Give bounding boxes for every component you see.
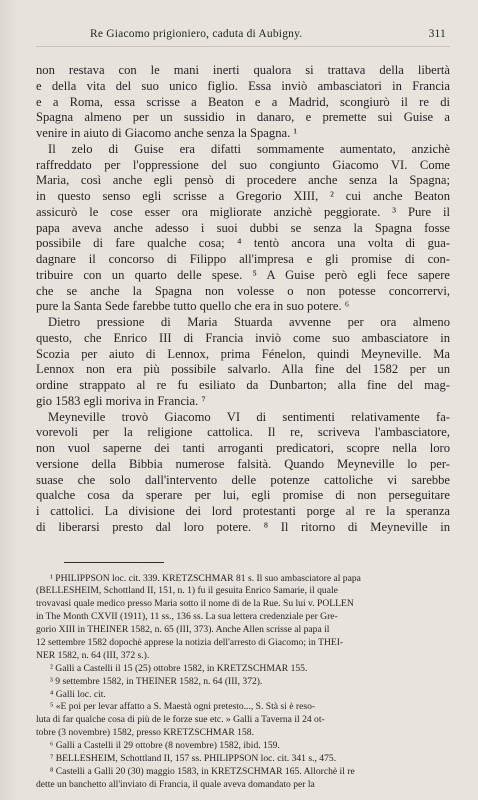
footnote-line: ³ 9 settembre 1582, in THEINER 1582, n. 64 (III, 372). (50, 675, 263, 687)
text-line: dagnare il concorso di Filippo all'impresa e gli promise di con- (36, 252, 450, 266)
text-line: non restava con le mani inerti qualora si trattava della libertà (36, 63, 450, 77)
footnote-line: (BELLESHEIM, Schottland II, 151, n. 1) fu il gesuita Enrico Samarie, il quale (36, 585, 338, 597)
footnote-line: in The Month CXVII (1911), 11 ss., 136 ss. La sua lettera credenziale per Gre- (36, 611, 338, 623)
text-line: di liberarsi presto dal loro potere. ⁸ Il ritorno di Meyneville in (36, 519, 450, 534)
footnote-line: ⁶ Galli a Castelli il 29 ottobre (8 novembre) 1582, ibid. 159. (50, 740, 280, 752)
footnote-line: ¹ PHILIPPSON loc. cit. 339. KRETZSCHMAR 81 s. Il suo ambasciatore al papa (50, 572, 361, 584)
footnote-line: ⁵ «E poi per levar affatto a S. Maestà ogni pretesto..., S. Stà si è reso- (50, 701, 316, 713)
footnote-divider (64, 562, 164, 563)
text-line: possibile di fare qualche cosa; ⁴ tentò ancora una volta di gua- (36, 236, 450, 251)
text-line: assicurò le cose esser ora migliorate anzichè peggiorate. ³ Pure il (36, 204, 450, 219)
text-line: versione della Bibbia numerose falsità. Quando Meyneville lo per- (36, 456, 450, 471)
footnote-line: ⁴ Galli loc. cit. (50, 688, 106, 700)
running-title: Re Giacomo prigioniero, caduta di Aubigny. (90, 28, 303, 40)
text-line: questo, che Enrico III di Francia inviò come suo ambasciatore in (36, 330, 450, 345)
text-line: in questo senso egli scrisse a Gregorio XIII, ² cui anche Beaton (36, 189, 450, 203)
footnote-line: luta di far qualche cosa di più de le forze sue etc. » Galli a Taverna il 24 ot- (36, 714, 325, 726)
text-line: tribuire con un quarto delle spese. ⁵ A Guise però egli fece sapere (36, 267, 450, 282)
footnote-line: ⁸ Castelli a Galli 20 (30) maggio 1583, in KRETZSCHMAR 165. Allorchè il re (50, 765, 355, 777)
text-line: Spagna almeno per un sussidio in danaro, e premette sui Guise a (36, 110, 450, 125)
text-line: Il zelo di Guise era difatti sommamente aumentato, anzichè (48, 141, 450, 156)
text-line: Meyneville trovò Giacomo VI di sentimenti relativamente fa- (48, 409, 450, 424)
text-line: venire in aiuto di Giacomo anche senza la Spagna. ¹ (36, 126, 298, 140)
text-line: Maria, così anche egli pensò di procedere anche senza la Spagna; (36, 173, 450, 188)
text-line: qualche cosa da sperare per lui, egli promise di non perseguitare (36, 488, 450, 503)
text-line: suase che solo dall'intervento delle potenze cattoliche vi sarebbe (36, 472, 450, 487)
footnote-line: 12 settembre 1582 dopochè apprese la notizia dell'arresto di Giacomo; in THEI- (36, 636, 344, 648)
footnote-line: gorio XIII in THEINER 1582, n. 65 (III, 373). Anche Allen scrisse al papa il (36, 624, 330, 636)
text-line: non vuol saperne dei tanti arroganti predicatori, scopre nella loro (36, 441, 450, 455)
text-line: Scozia per aiuto di Lennox, prima Fénelon, quindi Meyneville. Ma (36, 346, 450, 361)
page-number: 311 (428, 28, 446, 40)
text-line: vorevoli per la religione cattolica. Il re, scriveva l'ambasciatore, (36, 425, 450, 440)
footnote-line: tobre (3 novembre) 1582, presso KRETZSCHMAR 158. (36, 727, 254, 739)
footnote-line: ⁷ BELLESHEIM, Schottland II, 157 ss. PHILIPPSON loc. cit. 341 s., 475. (50, 752, 337, 764)
text-line: papa aveva anche adesso i suoi dubbi se senza la Spagna fosse (36, 220, 450, 235)
text-line: i cattolici. La divisione dei lord protestanti porge al re la speranza (36, 504, 450, 518)
text-line: pure la Santa Sede farebbe tutto quello che era in suo potere. ⁶ (36, 299, 350, 314)
text-line: Dietro pressione di Maria Stuarda avvenne per ora almeno (48, 315, 450, 329)
footnote-line: ² Galli a Castelli il 15 (25) ottobre 1582, in KRETZSCHMAR 155. (50, 662, 308, 674)
text-line: che se anche la Spagna non volesse o non potesse concorrervi, (36, 283, 450, 298)
running-head (36, 28, 450, 47)
text-line: e della vita del suo unico figlio. Essa inviò ambasciatori in Francia (36, 78, 450, 93)
text-line: Lennox non era più possibile salvarlo. Alla fine del 1582 per un (36, 362, 450, 377)
footnote-line: NER 1582, n. 64 (III, 372 s.). (36, 649, 150, 661)
text-line: raffreddato per l'oppressione del suo congiunto Giacomo VI. Come (36, 157, 450, 172)
text-line: e a Roma, essa scrisse a Beaton e a Madrid, scongiurò il re di (36, 94, 450, 109)
footnote-line: trovavasi quale medico presso Maria sotto il nome di de la Rue. Su lui v. POLLEN (36, 598, 354, 610)
footnotes (36, 573, 450, 792)
main-text (36, 63, 450, 536)
text-line: gio 1583 egli moriva in Francia. ⁷ (36, 393, 206, 408)
text-line: ordine strappato al re fu esiliato da Dunbarton; alla fine del mag- (36, 378, 450, 392)
footnote-line: dette un banchetto all'inviato di Francia, il quale aveva domandato per la (36, 778, 315, 790)
